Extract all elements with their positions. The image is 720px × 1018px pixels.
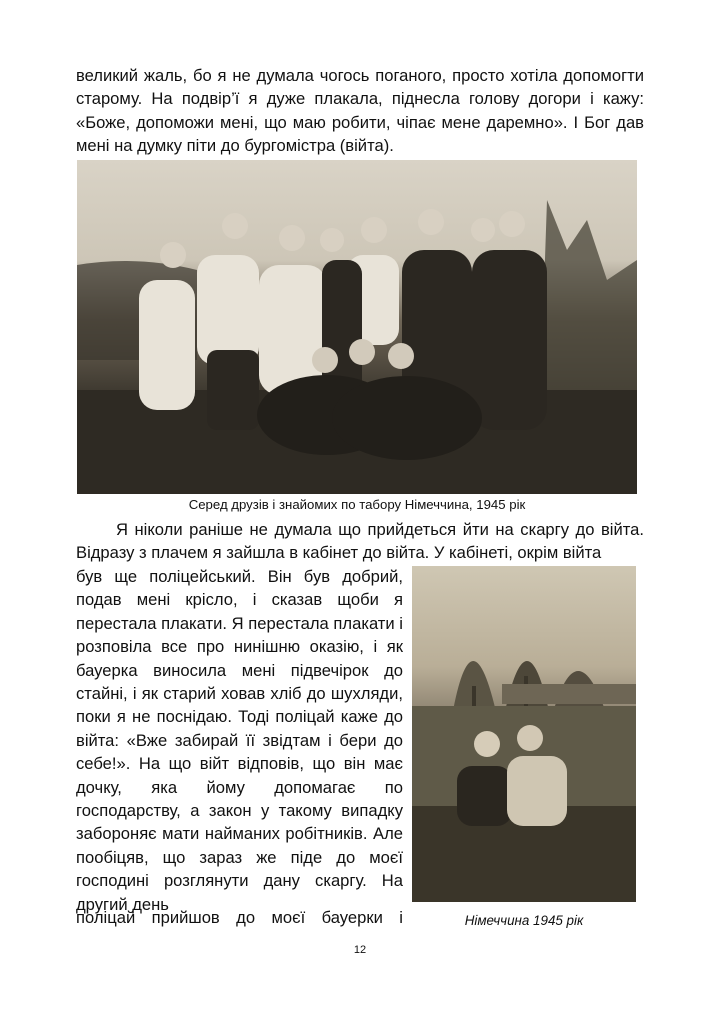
couple-photo-caption: Німеччина 1945 рік bbox=[464, 913, 584, 928]
group-photo-caption: Серед друзів і знайомих по табору Німеччина, 1945 рік bbox=[188, 497, 526, 512]
paragraph-1: великий жаль, бо я не думала чогось поганого, просто хотіла допомогти старому. На подвір’ї я дуже плакала, піднесла голову догори і кажу: «Боже, допоможи мені, що маю робити, чіпає мене даремно». І Бог дав мені на думку піти до бургомістра (війта). bbox=[76, 66, 644, 156]
group-photo bbox=[77, 160, 637, 494]
paragraph-3-last-line: поліцай прийшов до моєї бауерки і bbox=[76, 908, 403, 927]
couple-photo bbox=[412, 566, 636, 902]
page-number: 12 bbox=[353, 944, 367, 956]
paragraph-2: Я ніколи раніше не думала що прийдеться йти на скаргу до війта. Відразу з плачем я зайшла в кабінет до війта. У кабінеті, окрім війта bbox=[76, 520, 644, 563]
paragraph-3: був ще поліцейський. Він був добрий, подав мені крісло, і сказав щоби я перестала плакати. Я перестала плакати і розповіла все про нинішню оказію, і як бауерка виносила мені підвечірок до стайні, і як старий ховав хліб до шухляди, поки я не поснідаю. Тоді поліцай каже до війта: «Вже забирай її звідтам і бери до себе!». На що війт відповів, що він має дочку, яка йому допомагає по господарству, а закон у такому випадку забороняє мати найманих робітників. Але пообіцяв, що зараз же піде до моєї господині розглянути дану скаргу. На другий день bbox=[76, 567, 403, 914]
